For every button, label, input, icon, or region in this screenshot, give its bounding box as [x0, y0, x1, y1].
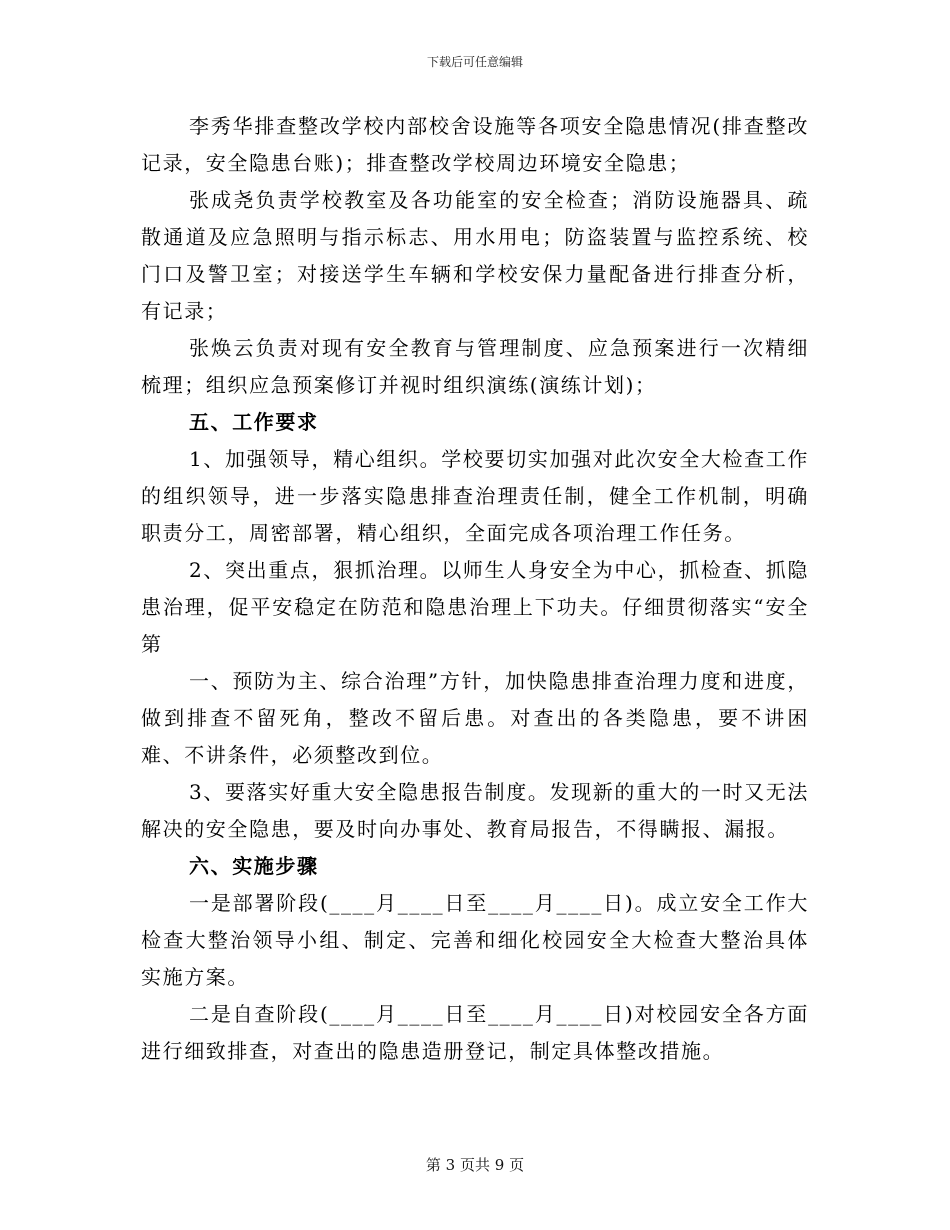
paragraph-li-xiuhua: 李秀华排查整改学校内部校舍设施等各项安全隐患情况(排查整改记录，安全隐患台账)；排查整改学校周边环境安全隐患； — [141, 114, 809, 175]
paragraph-step-deployment: 一是部署阶段(____月____日至____月____日)。成立安全工作大检查大整治领导小组、制定、完善和细化校园安全大检查大整治具体实施方案。 — [141, 891, 809, 989]
document-body — [141, 108, 809, 1070]
section-heading-implementation-steps: 六、实施步骤 — [189, 854, 319, 878]
paragraph-zhang-chengyao: 张成尧负责学校教室及各功能室的安全检查；消防设施器具、疏散通道及应急照明与指示标志、用水用电；防盗装置与监控系统、校门口及警卫室；对接送学生车辆和学校安保力量配备进行排查分析，有记录； — [141, 188, 809, 323]
paragraph-requirement-1: 1、加强领导，精心组织。学校要切实加强对此次安全大检查工作的组织领导，进一步落实隐患排查治理责任制，健全工作机制，明确职责分工，周密部署，精心组织，全面完成各项治理工作任务。 — [141, 447, 809, 545]
paragraph-requirement-3: 3、要落实好重大安全隐患报告制度。发现新的重大的一时又无法解决的安全隐患，要及时向办事处、教育局报告，不得瞒报、漏报。 — [141, 780, 809, 841]
paragraph-requirement-2: 2、突出重点，狠抓治理。以师生人身安全为中心，抓检查、抓隐患治理，促平安稳定在防范和隐患治理上下功夫。仔细贯彻落实“安全第 — [141, 558, 809, 656]
paragraph-requirement-2-continued: 一、预防为主、综合治理”方针，加快隐患排查治理力度和进度，做到排查不留死角，整改不留后患。对查出的各类隐患，要不讲困难、不讲条件，必须整改到位。 — [141, 669, 809, 767]
page-header: 下载后可任意编辑 — [426, 55, 523, 69]
section-heading-work-requirements: 五、工作要求 — [189, 410, 319, 434]
paragraph-step-self-check: 二是自查阶段(____月____日至____月____日)对校园安全各方面进行细致排查，对查出的隐患造册登记，制定具体整改措施。 — [141, 1002, 809, 1063]
paragraph-zhang-huanyun: 张焕云负责对现有安全教育与管理制度、应急预案进行一次精细梳理；组织应急预案修订并视时组织演练(演练计划)； — [141, 336, 809, 397]
page-footer: 第 3 页共 9 页 — [425, 1156, 525, 1174]
